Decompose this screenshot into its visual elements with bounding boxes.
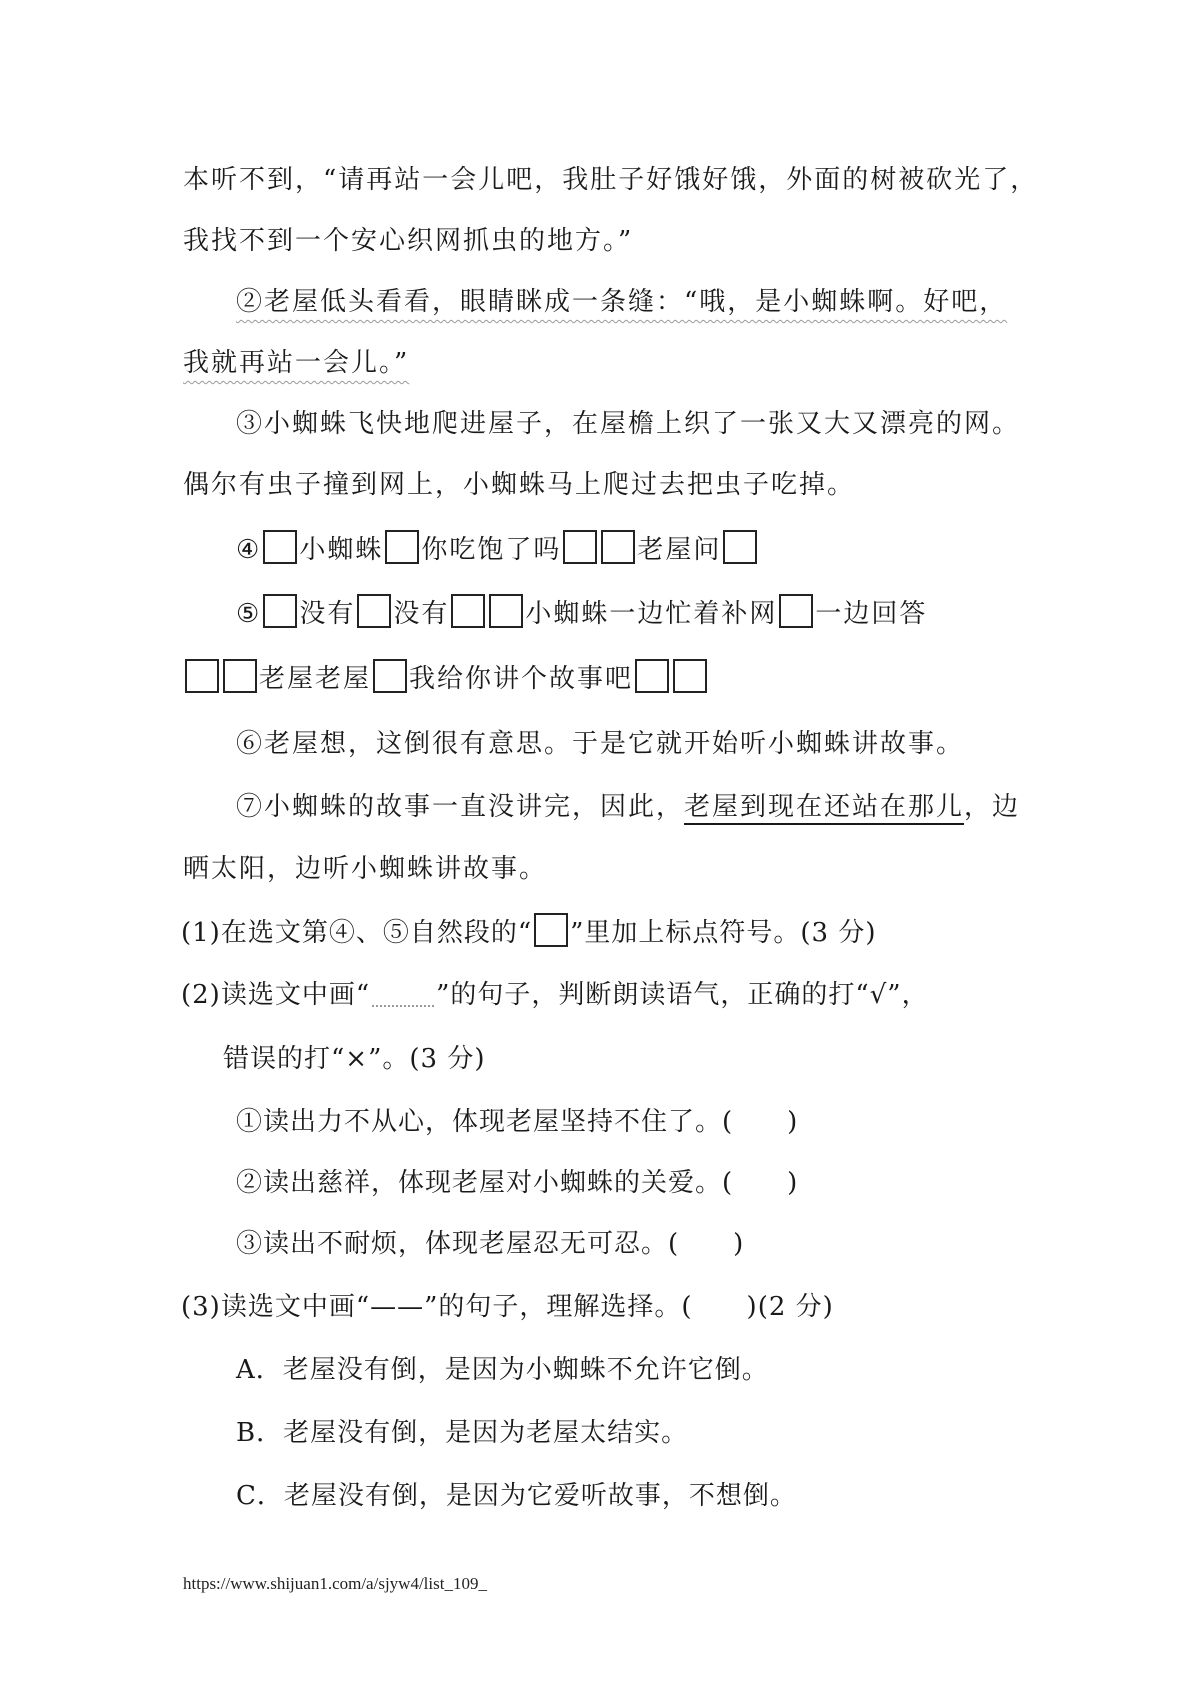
question-2-option-3: ③读出不耐烦，体现老屋忍无可忍。( ) [236,1229,745,1259]
question-3-option-a[interactable]: A．老屋没有倒，是因为小蜘蛛不允许它倒。 [236,1355,769,1385]
passage-line-2: 我找不到一个安心织网抓虫的地方。” [183,226,634,256]
punctuation-box[interactable] [223,659,257,693]
paragraph-7-text-pre: ⑦小蜘蛛的故事一直没讲完，因此， [236,792,685,822]
question-3-option-b[interactable]: B．老屋没有倒，是因为老屋太结实。 [236,1418,689,1448]
passage-line-1: 本听不到，“请再站一会儿吧，我肚子好饿好饿，外面的树被砍光了， [183,165,1039,195]
punctuation-box[interactable] [779,594,813,628]
punctuation-box[interactable] [263,594,297,628]
paragraph-5-text-1: 没有 [299,599,356,629]
paragraph-5-line-2 [183,659,709,699]
question-1-post: ”里加上标点符号。(3 分) [570,918,877,948]
paragraph-7-line-2: 晒太阳，边听小蜘蛛讲故事。 [183,854,548,884]
paragraph-7-line-1 [236,787,1020,827]
paragraph-5-text-4: 一边回答 [815,599,928,629]
paragraph-5-text-6: 我给你讲个故事吧 [409,664,634,694]
paragraph-3-line-2: 偶尔有虫子撞到网上，小蜘蛛马上爬过去把虫子吃掉。 [183,470,856,500]
paragraph-2-line-1: ②老屋低头看看，眼睛眯成一条缝：“哦，是小蜘蛛啊。好吧， [236,287,1008,317]
punctuation-box[interactable] [673,659,707,693]
question-2-line-2: 错误的打“×”。(3 分) [223,1044,486,1074]
paragraph-2-line-2: 我就再站一会儿。” [183,348,410,378]
paragraph-6: ⑥老屋想，这倒很有意思。于是它就开始听小蜘蛛讲故事。 [236,729,965,759]
wavy-line-sample [370,975,436,1015]
paragraph-4-text-2: 你吃饱了吗 [421,535,562,565]
paragraph-5-text-2: 没有 [393,599,450,629]
punctuation-box[interactable] [385,530,419,564]
punctuation-box[interactable] [723,530,757,564]
question-2-post: ”的句子，判断朗读语气，正确的打“√”， [436,980,929,1010]
paragraph-5-number: ⑤ [236,599,262,629]
example-box [534,913,568,947]
question-1-pre: (1)在选文第④、⑤自然段的“ [181,918,533,948]
footer-url[interactable]: https://www.shijuan1.com/a/sjyw4/list_109_ [183,1574,487,1593]
underlined-sentence: 老屋到现在还站在那儿 [684,792,965,822]
paragraph-4-number: ④ [236,535,262,565]
paragraph-4-text-1: 小蜘蛛 [299,535,384,565]
question-2-option-1: ①读出力不从心，体现老屋坚持不住了。( ) [236,1107,799,1137]
question-3-option-c[interactable]: C．老屋没有倒，是因为它爱听故事，不想倒。 [236,1481,797,1511]
punctuation-box[interactable] [263,530,297,564]
paragraph-5-line-1 [236,594,927,634]
punctuation-box[interactable] [563,530,597,564]
paragraph-4 [236,530,759,570]
punctuation-box[interactable] [451,594,485,628]
punctuation-box[interactable] [489,594,523,628]
question-2 [181,975,929,1015]
punctuation-box[interactable] [357,594,391,628]
paragraph-5-text-3: 小蜘蛛一边忙着补网 [525,599,778,629]
punctuation-box[interactable] [601,530,635,564]
question-1 [181,913,877,953]
punctuation-box[interactable] [373,659,407,693]
paragraph-4-text-3: 老屋问 [637,535,722,565]
paragraph-3-line-1: ③小蜘蛛飞快地爬进屋子，在屋檐上织了一张又大又漂亮的网。 [236,409,1021,439]
paragraph-5-text-5: 老屋老屋 [259,664,372,694]
question-3: (3)读选文中画“——”的句子，理解选择。( )(2 分) [181,1292,834,1322]
punctuation-box[interactable] [635,659,669,693]
punctuation-box[interactable] [185,659,219,693]
question-2-pre: (2)读选文中画“ [181,980,371,1010]
paragraph-7-text-post: ，边 [964,792,1021,822]
question-2-option-2: ②读出慈祥，体现老屋对小蜘蛛的关爱。( ) [236,1168,799,1198]
